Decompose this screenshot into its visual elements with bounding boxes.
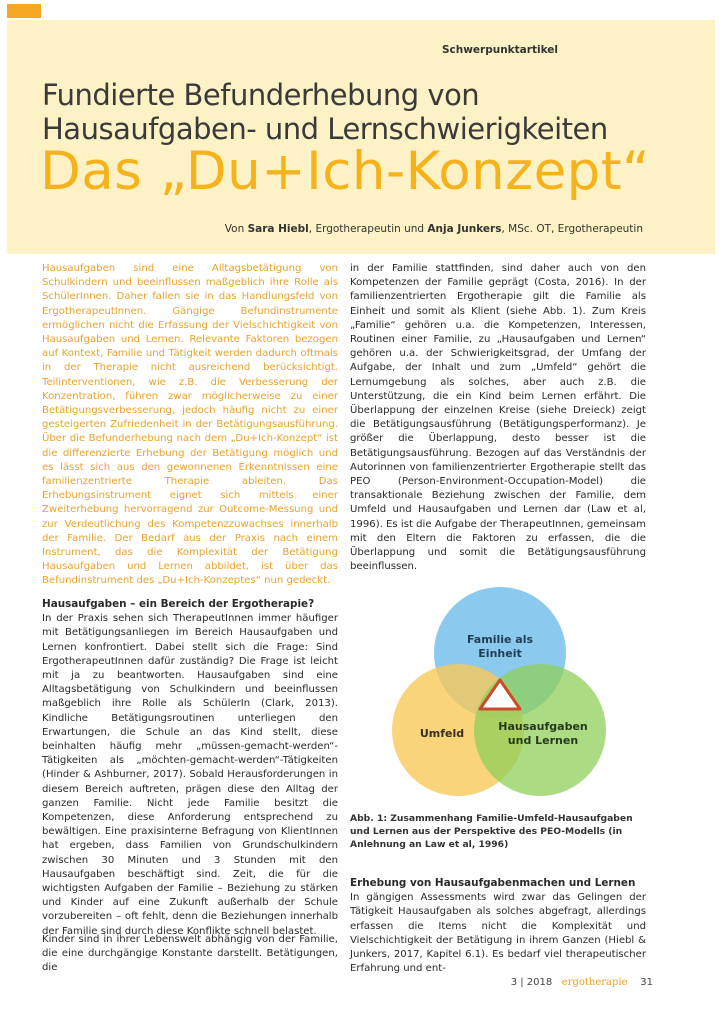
author-1: Sara Hiebl xyxy=(247,223,309,235)
page-footer xyxy=(511,977,653,988)
footer-issue: 3 | 2018 xyxy=(510,977,553,988)
footer-page-number: 31 xyxy=(640,977,653,988)
peo-venn-diagram xyxy=(380,585,620,800)
right-column-paragraph: in der Familie stattfinden, sind daher auch von den Kompetenzen der Familie geprägt (Costa, 2016). In der familienzentrierten Ergotherapie gilt die Familie als Einheit und somit als Klient (siehe Abb. 1). Zum Kreis „Familie“ gehören u.a. die Kompetenzen, Interessen, Routinen einer Familie, zu „Hausaufgaben und Lernen“ gehören u.a. der Schwierigkeitsgrad, der Umfang der Aufgabe, der Inhalt und zum „Umfeld“ gehört die Lernumgebung als solches, aber auch z.B. die Unterstützung, die ein Kind beim Lernen erfährt. Die Überlappung der einzelnen Kreise (siehe Dreieck) zeigt die Betätigungsausführung (Betätigungsperformanz). Je größer die Überlappung, desto besser ist die Betätigungsausführung. Bezogen auf das Verständnis der Autorinnen von familienzentrierter Ergotherapie stellt das PEO (Person-Environment-Occupation-Model) die transaktionale Beziehung zwischen der Familie, dem Umfeld und Hausaufgaben und Lernen dar (Law et al, 1996). Es ist die Aufgabe der TherapeutInnen, gemeinsam mit den Eltern die Faktoren zu erfassen, die die Überlappung und somit die Betätigungsausführung beeinflussen. xyxy=(350,263,647,573)
section-1 xyxy=(42,597,338,939)
intro-text xyxy=(42,262,338,589)
section-2-heading: Erhebung von Hausaufgabenmachen und Lernen xyxy=(350,877,636,889)
section-1-paragraph-1: In der Praxis sehen sich TherapeutInnen immer häufiger mit Betätigungsanliegen im Bereich Hausaufgaben und Lernen konfrontiert. Dabei stellt sich die Frage: Sind ErgotherapeutInnen dafür zuständig? Die Frage ist leicht mit ja zu beantworten. Hausaufgaben sind eine Alltagsbetätigung von Schulkindern und beeinflussen maßgeblich ihre Rolle als SchülerIn (Clark, 2013). Kindliche Betätigungsroutinen unterliegen den Erwartungen, die Schule an das Kind stellt, diese beinhalten häufig mehr „müssen-gemacht-werden“-Tätigkeiten als „möchten-gemacht-werden“-Tätigkeiten (Hinder & Ashburner, 2017). Sobald Herausforderungen in diesem Bereich auftreten, prägen diese den Alltag der ganzen Familie. Nicht jede Familie besitzt die Kompetenzen, diese Anforderung entsprechend zu bewältigen. Eine praxisinterne Befragung von KlientInnen hat ergeben, dass Familien von Grundschulkindern zwischen 30 Minuten und 3 Stunden mit den Hausaufgaben beschäftigt sind. Zeit, die für die wichtigsten Aufgaben der Familie – Beziehung zu stärken und Kinder auf eine Zukunft außerhalb der Schule vorzubereiten – oft fehlt, denn die Beziehungen innerhalb der Familie sind durch diese Konflikte schnell belastet. xyxy=(42,613,338,937)
section-2 xyxy=(350,876,646,976)
intro-paragraph: Hausaufgaben sind eine Alltagsbetätigung von Schulkindern und beeinflussen maßgeblich ihre Rolle als SchülerInnen. Daher fallen sie in das Handlungsfeld von ErgotherapeutInnen. Gängige Befundinstrumente ermöglichen nicht die Erfassung der Vielschichtigkeit von Hausaufgaben und Lernen. Relevante Faktoren bezogen auf Kontext, Familie und Tätigkeit werden dadurch oftmals in der Therapie nicht ausreichend berücksichtigt. Teilinterventionen, wie z.B. die Verbesserung der Konzentration, führen zwar möglicherweise zu einer Betätigungsverbesserung, jedoch häufig nicht zu einer gesteigerten Zufriedenheit in der Betätigungsausführung. Über die Befunderhebung nach dem „Du+Ich-Konzept“ ist die differenzierte Erhebung der Betätigung möglich und es lässt sich aus den gewonnenen Erkenntnissen eine familienzentrierte Therapie ableiten. Das Erhebungsinstrument eignet sich mittels einer Zweiterhebung hervorragend zur Outcome-Messung und zur Verdeutlichung des Kompetenzzuwachses innerhalb der Familie. Der Bedarf aus der Praxis nach einem Instrument, das die Komplexität der Betätigung Hausaufgaben und Lernen abbildet, ist über das Befundinstrument des „Du+Ich-Konzeptes“ nun gedeckt. xyxy=(42,263,338,587)
label-occupation-1: Hausaufgaben xyxy=(498,720,588,733)
author-2-role: , MSc. OT, Ergotherapeutin xyxy=(501,223,643,235)
title-line-2: Hausaufgaben- und Lernschwierigkeiten xyxy=(42,112,608,146)
byline-prefix: Von xyxy=(224,223,248,235)
corner-tab xyxy=(7,4,41,18)
section-1-continued xyxy=(42,933,338,976)
label-family-2: Einheit xyxy=(478,647,522,660)
label-family-1: Familie als xyxy=(466,633,534,646)
section-2-paragraph-1: In gängigen Assessments wird zwar das Gelingen der Tätigkeit Hausaufgaben als solches abgefragt, allerdings erfassen die Items nicht die Komplexität und Vielschichtigkeit der Betätigung in ihrem Ganzen (Hiebl & Junkers, 2017, Kapitel 6.1). Es bedarf viel therapeutischer Erfahrung und ent- xyxy=(350,892,646,975)
byline xyxy=(225,223,643,235)
label-environment: Umfeld xyxy=(419,727,465,740)
section-1-heading: Hausaufgaben – ein Bereich der Ergotherapie? xyxy=(42,598,315,610)
section-label: Schwerpunktartikel xyxy=(441,44,558,56)
title-line-3: Das „Du+Ich-Konzept“ xyxy=(40,141,651,202)
label-occupation-2: und Lernen xyxy=(507,734,579,747)
author-1-role: , Ergotherapeutin und xyxy=(308,223,428,235)
right-column-text xyxy=(350,262,646,574)
title-line-1: Fundierte Befunderhebung von xyxy=(42,78,480,112)
author-2: Anja Junkers xyxy=(427,223,502,235)
figure-caption: Abb. 1: Zusammenhang Familie-Umfeld-Hausaufgaben und Lernen aus der Perspektive des PEO-Modells (in Anlehnung an Law et al, 1996) xyxy=(350,813,633,850)
section-1-paragraph-2: Kinder sind in ihrer Lebenswelt abhängig von der Familie, die eine durchgängige Konstante darstellt. Betätigungen, die xyxy=(42,934,338,974)
footer-brand: ergotherapie xyxy=(561,977,628,988)
